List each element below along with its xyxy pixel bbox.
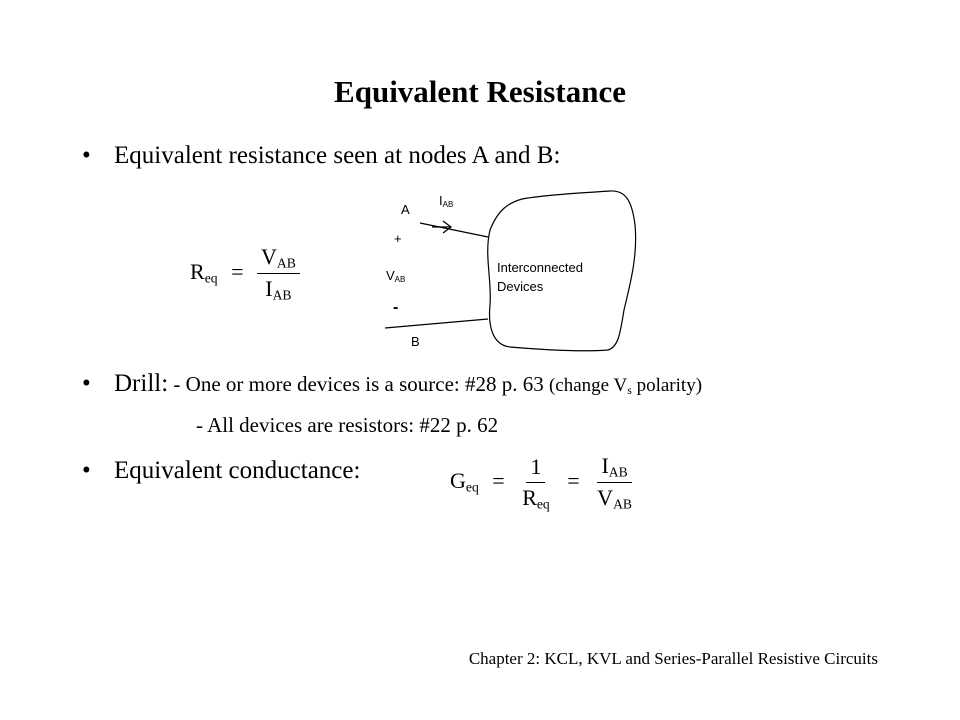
req-fraction: [257, 244, 300, 304]
drill-line1-paren: (change $V_s$ polarity): [548, 375, 703, 397]
plus-sign: +: [394, 231, 402, 246]
geq-denominator-2: $V_{AB}$: [597, 485, 632, 512]
geq-formula: [450, 453, 636, 513]
node-a-label: A: [401, 202, 410, 217]
geq-numerator-1: 1: [526, 454, 545, 483]
bullet-dot: •: [82, 457, 91, 484]
drill-label: Drill:: [114, 370, 169, 397]
wire-b: [385, 319, 488, 328]
bullet-equivalent-conductance: [82, 457, 360, 485]
voltage-label: $V_{AB}$: [386, 268, 406, 284]
device-box-label: Interconnected Devices: [497, 260, 584, 294]
geq-lhs: $G_{eq}$: [450, 467, 479, 495]
bullet-equivalent-resistance: [82, 142, 560, 170]
wire-a: [420, 223, 488, 237]
req-numerator: $V_{AB}$: [257, 244, 300, 274]
geq-equals-2: =: [567, 467, 580, 493]
req-formula: [190, 244, 300, 304]
bullet-dot: •: [82, 142, 91, 169]
req-equals: =: [231, 258, 244, 284]
req-denominator: $I_{AB}$: [265, 276, 292, 303]
drill-line2: - All devices are resistors: #22 p. 62: [196, 413, 499, 437]
geq-fraction-2: [593, 453, 636, 513]
current-label: $I_{AB}$: [439, 193, 454, 209]
drill-line1-main: - One or more devices is a source: #28 p. 63: [168, 372, 549, 396]
geq-fraction-1: [518, 454, 554, 512]
bullet-drill: [82, 370, 702, 398]
node-b-label: B: [411, 334, 420, 349]
slide-title: Equivalent Resistance: [334, 74, 626, 109]
bullet-dot: •: [82, 370, 91, 397]
geq-equals-1: =: [492, 467, 505, 493]
bullet-text: Equivalent conductance:: [114, 457, 361, 484]
bullet-text: Equivalent resistance seen at nodes A and B:: [114, 142, 561, 169]
req-lhs: $R_{eq}$: [190, 258, 218, 286]
geq-numerator-2: $I_{AB}$: [597, 453, 631, 483]
minus-sign: -: [393, 299, 399, 316]
geq-denominator-1: $R_{eq}$: [522, 484, 550, 512]
slide-footer: Chapter 2: KCL, KVL and Series-Parallel Resistive Circuits: [468, 649, 878, 668]
